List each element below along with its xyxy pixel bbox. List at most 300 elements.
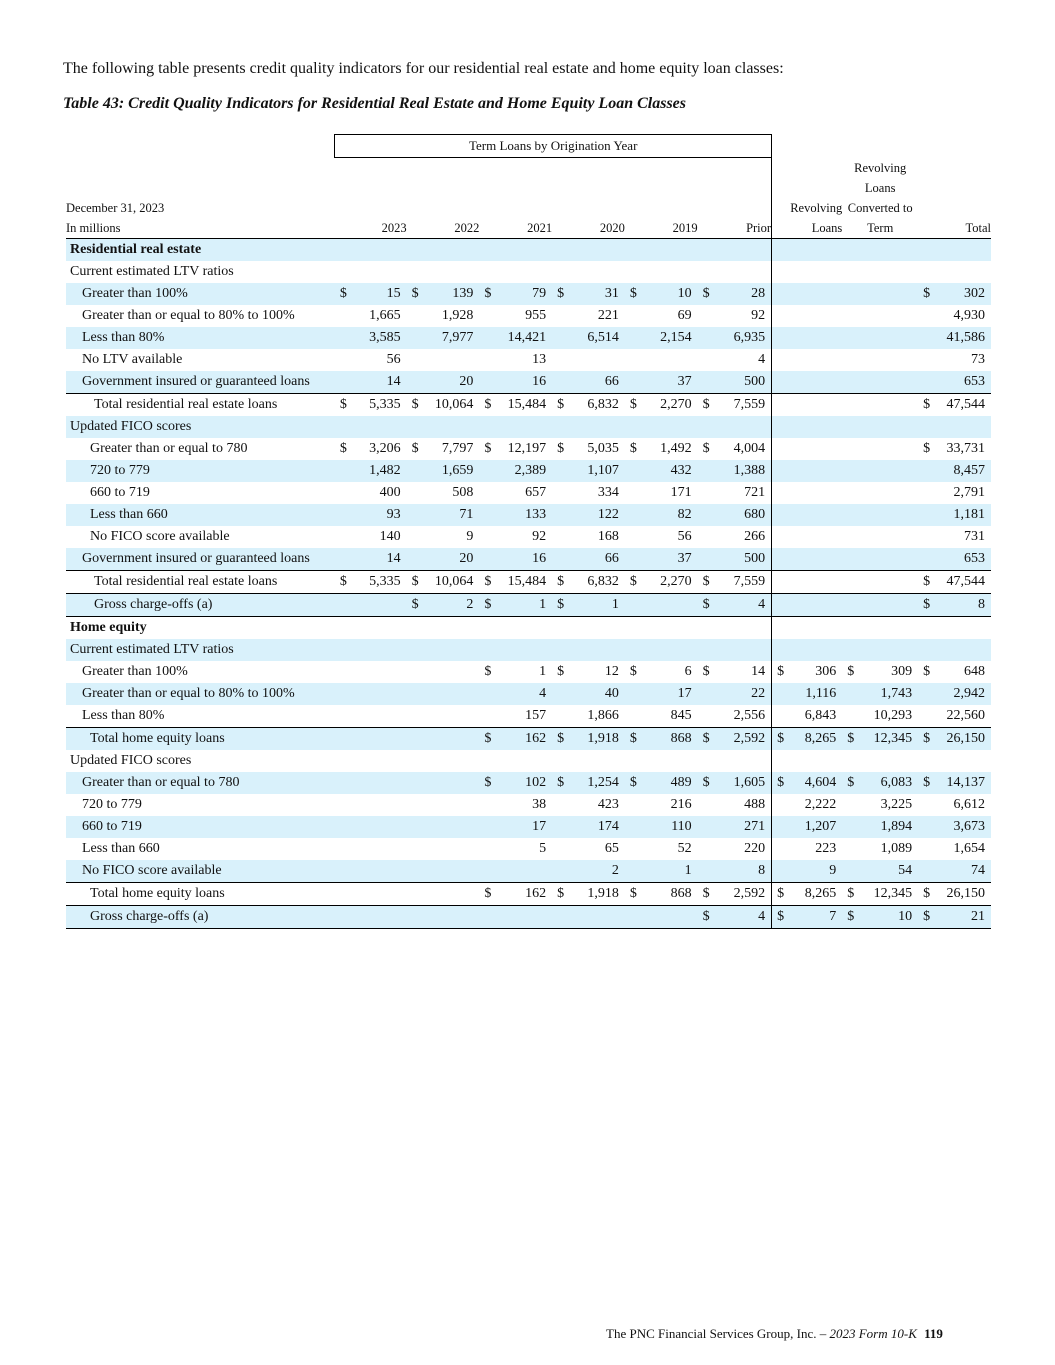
dollar-sign <box>479 371 497 394</box>
cell-value <box>790 261 843 283</box>
cell-value: 6,832 <box>570 570 625 593</box>
cell-value <box>860 616 918 639</box>
dollar-sign <box>842 393 860 416</box>
col-header-total: Total <box>918 158 991 239</box>
cell-value: 1,388 <box>716 460 772 482</box>
dollar-sign <box>552 526 570 548</box>
cell-value: 157 <box>525 707 547 723</box>
dollar-sign <box>698 327 716 349</box>
subsection-row <box>66 261 991 283</box>
col-header-2023: 2023 <box>335 158 407 239</box>
dollar-sign <box>842 593 860 616</box>
cell-value: 2,389 <box>498 460 553 482</box>
cell-value: 1,089 <box>880 840 913 856</box>
cell-value: 92 <box>751 307 766 323</box>
dollar-sign <box>698 416 716 438</box>
dollar-sign: $ <box>552 727 570 750</box>
dollar-sign: $ <box>335 570 353 593</box>
cell-value <box>643 238 698 261</box>
cell-value: 653 <box>936 548 991 571</box>
cell-value: 9 <box>790 860 843 883</box>
cell-value: 2,556 <box>733 707 766 723</box>
table-row <box>66 683 991 705</box>
table-caption: Table 43: Credit Quality Indicators for Residential Real Estate and Home Equity Loan Classes <box>63 95 686 112</box>
dollar-sign <box>407 460 425 482</box>
cell-value <box>936 616 991 639</box>
dollar-sign <box>552 416 570 438</box>
dollar-sign: $ <box>918 772 936 794</box>
cell-value <box>790 283 843 305</box>
col-header-prior: Prior <box>698 158 772 239</box>
cell-value <box>790 639 843 661</box>
cell-value: 3,206 <box>369 440 401 456</box>
table-row <box>66 794 991 816</box>
cell-value <box>353 838 407 860</box>
cell-value <box>860 238 918 261</box>
dollar-sign <box>407 772 425 794</box>
dollar-sign <box>772 816 790 838</box>
dollar-sign <box>698 816 716 838</box>
cell-value: 37 <box>643 548 698 571</box>
cell-value: 56 <box>677 528 692 544</box>
cell-value: 2,270 <box>643 393 698 416</box>
dollar-sign: $ <box>484 440 492 456</box>
dollar-sign <box>772 570 790 593</box>
dollar-sign <box>407 838 425 860</box>
cell-value <box>425 727 480 750</box>
cell-value <box>498 238 553 261</box>
dollar-sign <box>772 261 790 283</box>
dollar-sign <box>625 482 643 504</box>
cell-value: 14,137 <box>936 772 991 794</box>
dollar-sign <box>335 460 353 482</box>
cell-value: 302 <box>936 283 991 305</box>
dollar-sign <box>698 349 716 371</box>
dollar-sign <box>552 860 570 883</box>
cell-value: 216 <box>670 796 692 812</box>
cell-value: 2 <box>425 593 480 616</box>
cell-value: 26,150 <box>936 882 991 905</box>
cell-value: 162 <box>498 882 553 905</box>
cell-value <box>790 327 843 349</box>
date-header: December 31, 2023 In millions <box>66 158 335 239</box>
dollar-sign <box>335 616 353 639</box>
dollar-sign <box>842 283 860 305</box>
cell-value: 4 <box>758 351 766 367</box>
dollar-sign: $ <box>923 440 931 456</box>
dollar-sign <box>918 750 936 772</box>
cell-value: 12 <box>604 663 619 679</box>
cell-value <box>643 416 698 438</box>
table-row <box>66 661 991 683</box>
dollar-sign: $ <box>847 663 855 679</box>
row-label: Greater than 100% <box>82 663 188 679</box>
dollar-sign <box>842 548 860 571</box>
dollar-sign: $ <box>918 283 936 305</box>
dollar-sign <box>625 548 643 571</box>
dollar-sign <box>479 261 497 283</box>
cell-value <box>425 705 480 728</box>
dollar-sign <box>407 548 425 571</box>
dollar-sign <box>918 261 936 283</box>
dollar-sign: $ <box>479 882 497 905</box>
cell-value: 1,107 <box>570 460 625 482</box>
cell-value: 133 <box>498 504 553 526</box>
dollar-sign: $ <box>702 663 710 679</box>
row-label: Total home equity loans <box>66 727 335 750</box>
cell-value: 1,743 <box>860 683 918 705</box>
cell-value <box>425 639 480 661</box>
dollar-sign <box>625 794 643 816</box>
dollar-sign <box>552 616 570 639</box>
dollar-sign: $ <box>918 570 936 593</box>
cell-value: 1 <box>570 593 625 616</box>
dollar-sign <box>698 794 716 816</box>
cell-value: 731 <box>964 528 985 544</box>
cell-value: 2,592 <box>716 727 772 750</box>
cell-value <box>498 616 553 639</box>
col-header-2020: 2020 <box>552 158 625 239</box>
dollar-sign <box>552 482 570 504</box>
dollar-sign <box>698 639 716 661</box>
dollar-sign <box>842 816 860 838</box>
subsection-row <box>66 416 991 438</box>
dollar-sign <box>552 261 570 283</box>
cell-value <box>936 416 991 438</box>
dollar-sign <box>552 816 570 838</box>
dollar-sign <box>552 371 570 394</box>
dollar-sign <box>407 482 425 504</box>
cell-value: 16 <box>498 548 553 571</box>
cell-value <box>790 482 843 504</box>
cell-value <box>860 504 918 526</box>
cell-value <box>425 816 480 838</box>
dollar-sign <box>552 349 570 371</box>
cell-value <box>716 416 772 438</box>
dollar-sign <box>772 460 790 482</box>
cell-value <box>498 416 553 438</box>
dollar-sign <box>625 238 643 261</box>
cell-value: 221 <box>597 307 619 323</box>
dollar-sign: $ <box>698 905 716 928</box>
dollar-sign <box>625 327 643 349</box>
dollar-sign: $ <box>918 393 936 416</box>
cell-value: 6,935 <box>716 327 772 349</box>
cell-value <box>425 661 480 683</box>
cell-value <box>425 616 480 639</box>
cell-value <box>353 238 407 261</box>
cell-value: 1,254 <box>570 772 625 794</box>
dollar-sign: $ <box>479 393 497 416</box>
cell-value: 7,797 <box>441 440 474 456</box>
dollar-sign: $ <box>339 440 347 456</box>
cell-value: 6,612 <box>953 796 985 812</box>
row-label: Total home equity loans <box>66 882 335 905</box>
cell-value: 1,116 <box>790 683 843 705</box>
cell-value: 1,492 <box>660 440 692 456</box>
cell-value: 2,154 <box>643 327 698 349</box>
dollar-sign <box>552 639 570 661</box>
cell-value: 4,004 <box>733 440 766 456</box>
cell-value: 500 <box>716 548 772 571</box>
table-row <box>66 438 991 460</box>
dollar-sign <box>479 327 497 349</box>
cell-value: 1,605 <box>716 772 772 794</box>
dollar-sign <box>479 816 497 838</box>
cell-value: 16 <box>498 371 553 394</box>
dollar-sign: $ <box>479 570 497 593</box>
cell-value: 3,585 <box>353 327 407 349</box>
table-row <box>66 705 991 728</box>
cell-value <box>353 661 407 683</box>
table-row <box>66 526 991 548</box>
dollar-sign <box>335 548 353 571</box>
cell-value: 174 <box>570 816 625 838</box>
cell-value <box>860 416 918 438</box>
cell-value: 648 <box>964 663 985 679</box>
dollar-sign <box>625 816 643 838</box>
cell-value: 122 <box>570 504 625 526</box>
row-label: Greater than or equal to 780 <box>90 440 248 456</box>
cell-value <box>570 238 625 261</box>
dollar-sign <box>335 349 353 371</box>
page-number: 119 <box>924 1326 943 1341</box>
dollar-sign <box>552 305 570 327</box>
cell-value: 1 <box>643 860 698 883</box>
dollar-sign <box>335 860 353 883</box>
header-row <box>66 158 991 239</box>
cell-value <box>498 860 553 883</box>
dollar-sign <box>698 548 716 571</box>
dollar-sign <box>407 261 425 283</box>
cell-value: 845 <box>670 707 692 723</box>
dollar-sign <box>772 705 790 728</box>
cell-value: 22,560 <box>946 707 985 723</box>
cell-value: 8,457 <box>936 460 991 482</box>
dollar-sign <box>335 661 353 683</box>
dollar-sign <box>842 504 860 526</box>
dollar-sign <box>625 683 643 705</box>
dollar-sign <box>772 860 790 883</box>
cell-value <box>570 416 625 438</box>
dollar-sign <box>918 639 936 661</box>
cell-value: 15 <box>353 283 407 305</box>
cell-value: 20 <box>425 548 480 571</box>
table-row <box>66 283 991 305</box>
cell-value: 4 <box>716 905 772 928</box>
dollar-sign <box>625 261 643 283</box>
cell-value: 33,731 <box>946 440 985 456</box>
dollar-sign: $ <box>407 570 425 593</box>
dollar-sign <box>552 327 570 349</box>
cell-value: 31 <box>570 283 625 305</box>
dollar-sign <box>552 548 570 571</box>
dollar-sign: $ <box>552 593 570 616</box>
dollar-sign <box>335 905 353 928</box>
total-row <box>66 882 991 905</box>
total-row <box>66 393 991 416</box>
dollar-sign <box>698 238 716 261</box>
cell-value: 9 <box>466 528 474 544</box>
cell-value: 1,482 <box>353 460 407 482</box>
cell-value: 56 <box>386 351 401 367</box>
dollar-sign: $ <box>923 663 931 679</box>
col-header-converted: Revolving Loans Converted to Term <box>842 158 918 239</box>
cell-value <box>716 750 772 772</box>
dollar-sign <box>842 705 860 728</box>
cell-value <box>860 526 918 548</box>
dollar-sign <box>842 460 860 482</box>
dollar-sign <box>335 838 353 860</box>
dollar-sign <box>918 504 936 526</box>
row-label: Less than 660 <box>66 504 335 526</box>
cell-value: 47,544 <box>936 570 991 593</box>
dollar-sign <box>335 416 353 438</box>
cell-value: 1,894 <box>860 816 918 838</box>
dollar-sign <box>479 639 497 661</box>
dollar-sign <box>552 905 570 928</box>
cell-value: 10,064 <box>425 393 480 416</box>
dollar-sign <box>479 705 497 728</box>
cell-value <box>790 616 843 639</box>
cell-value <box>643 593 698 616</box>
dollar-sign <box>772 794 790 816</box>
cell-value: 8,265 <box>790 882 843 905</box>
dollar-sign: $ <box>698 727 716 750</box>
dollar-sign <box>335 705 353 728</box>
dollar-sign: $ <box>479 772 497 794</box>
section-row <box>66 616 991 639</box>
cell-value: 13 <box>532 351 547 367</box>
cell-value <box>860 349 918 371</box>
dollar-sign: $ <box>698 283 716 305</box>
dollar-sign: $ <box>842 905 860 928</box>
dollar-sign <box>407 639 425 661</box>
dollar-sign: $ <box>698 593 716 616</box>
dollar-sign <box>407 526 425 548</box>
cell-value <box>790 750 843 772</box>
cell-value <box>790 438 843 460</box>
cell-value <box>353 261 407 283</box>
dollar-sign <box>842 327 860 349</box>
dollar-sign <box>842 616 860 639</box>
cell-value <box>860 371 918 394</box>
cell-value: 3,225 <box>880 796 913 812</box>
cell-value: 508 <box>452 484 474 500</box>
cell-value: 12,345 <box>860 882 918 905</box>
dollar-sign <box>842 750 860 772</box>
cell-value <box>425 238 480 261</box>
cell-value: 5,335 <box>353 570 407 593</box>
cell-value: 423 <box>597 796 619 812</box>
dollar-sign <box>552 750 570 772</box>
dollar-sign <box>335 238 353 261</box>
cell-value: 65 <box>604 840 619 856</box>
cell-value: 171 <box>670 484 692 500</box>
cell-value: 12,197 <box>507 440 547 456</box>
col-header-2019: 2019 <box>625 158 698 239</box>
cell-value: 334 <box>597 484 619 500</box>
cell-value: 47,544 <box>936 393 991 416</box>
row-label: Total residential real estate loans <box>66 393 335 416</box>
table-row <box>66 371 991 394</box>
dollar-sign <box>407 238 425 261</box>
cell-value: 7,559 <box>716 393 772 416</box>
dollar-sign: $ <box>479 593 497 616</box>
dollar-sign: $ <box>842 882 860 905</box>
dollar-sign <box>842 238 860 261</box>
dollar-sign <box>479 526 497 548</box>
cell-value: 10,293 <box>873 707 913 723</box>
cell-value <box>790 504 843 526</box>
footer-company: The PNC Financial Services Group, Inc. – <box>606 1326 827 1341</box>
dollar-sign: $ <box>552 882 570 905</box>
cell-value <box>498 261 553 283</box>
cell-value <box>570 905 625 928</box>
dollar-sign: $ <box>772 905 790 928</box>
cell-value: 4 <box>716 593 772 616</box>
cell-value: 1 <box>539 663 547 679</box>
dollar-sign <box>772 639 790 661</box>
cell-value: 220 <box>744 840 766 856</box>
dollar-sign <box>479 838 497 860</box>
dollar-sign <box>479 683 497 705</box>
cell-value <box>498 639 553 661</box>
dollar-sign: $ <box>484 663 492 679</box>
cell-value: 1,654 <box>953 840 985 856</box>
cell-value: 6,832 <box>570 393 625 416</box>
cell-value: 5,035 <box>587 440 619 456</box>
dollar-sign <box>842 305 860 327</box>
total-row <box>66 727 991 750</box>
cell-value: 500 <box>716 371 772 394</box>
dollar-sign <box>625 305 643 327</box>
dollar-sign <box>842 526 860 548</box>
footer-form: 2023 Form 10-K <box>829 1326 917 1341</box>
col-header-2022: 2022 <box>407 158 480 239</box>
dollar-sign <box>918 238 936 261</box>
cell-value <box>716 616 772 639</box>
cell-value <box>860 593 918 616</box>
dollar-sign: $ <box>552 283 570 305</box>
dollar-sign <box>772 526 790 548</box>
dollar-sign <box>479 305 497 327</box>
cell-value <box>790 593 843 616</box>
row-label: Government insured or guaranteed loans <box>66 371 335 394</box>
dollar-sign <box>335 882 353 905</box>
dollar-sign: $ <box>918 727 936 750</box>
dollar-sign: $ <box>842 727 860 750</box>
dollar-sign <box>479 416 497 438</box>
dollar-sign <box>407 504 425 526</box>
cell-value <box>860 548 918 571</box>
dollar-sign <box>335 772 353 794</box>
dollar-sign <box>698 683 716 705</box>
cell-value: 6,514 <box>570 327 625 349</box>
cell-value <box>643 616 698 639</box>
dollar-sign <box>842 438 860 460</box>
section-row <box>66 238 991 261</box>
dollar-sign <box>552 460 570 482</box>
cell-value: 12,345 <box>860 727 918 750</box>
dollar-sign <box>772 838 790 860</box>
cell-value: 4 <box>498 683 553 705</box>
dollar-sign <box>918 349 936 371</box>
col-header-2021: 2021 <box>479 158 552 239</box>
dollar-sign <box>335 794 353 816</box>
row-label: Residential real estate <box>66 238 335 261</box>
dollar-sign: $ <box>772 727 790 750</box>
